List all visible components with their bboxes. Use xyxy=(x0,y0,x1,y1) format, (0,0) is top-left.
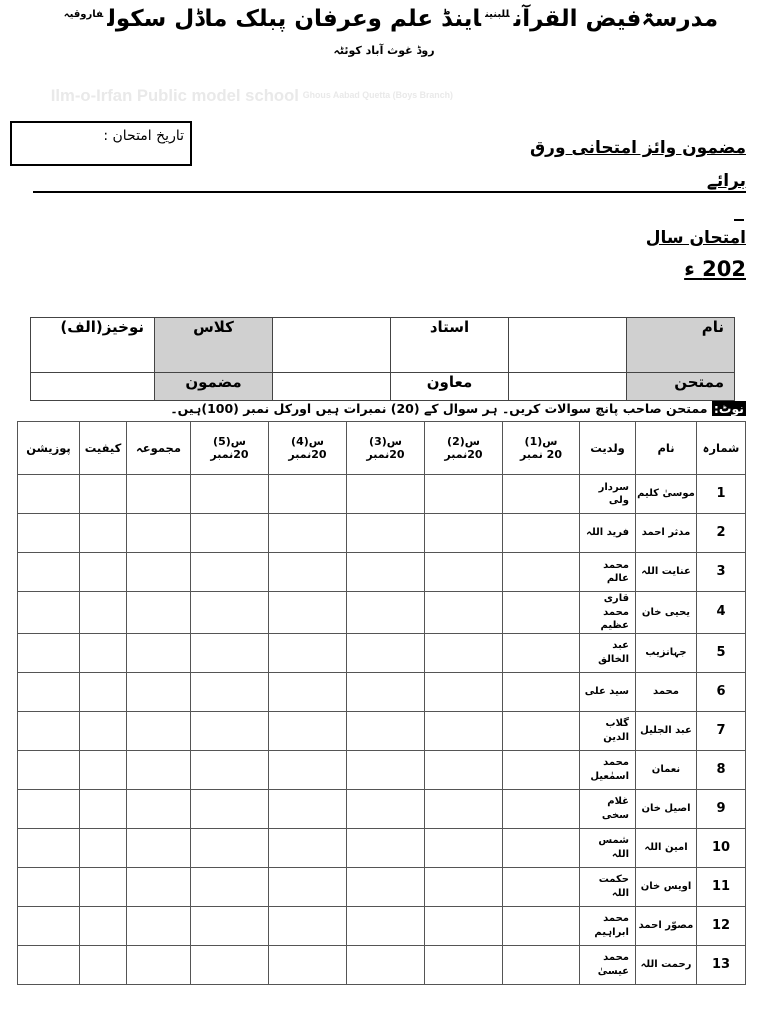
header-q5-marks: 20نمبر xyxy=(210,448,249,461)
header-q4-label: س(4) xyxy=(291,435,324,448)
parentage-cell: محمد ابراہیم xyxy=(580,906,636,945)
student-name-cell: جہانزیب xyxy=(636,633,697,672)
serial-cell: 3 xyxy=(697,553,746,592)
parentage-cell: عبد الخالق xyxy=(580,633,636,672)
q3-mark-cell xyxy=(347,475,425,514)
note-line xyxy=(170,401,746,416)
position-cell xyxy=(18,789,80,828)
serial-cell: 9 xyxy=(697,789,746,828)
total-cell xyxy=(127,553,191,592)
parentage-cell: سردار ولی xyxy=(580,475,636,514)
position-cell xyxy=(18,711,80,750)
assistant-label: معاون xyxy=(391,373,509,401)
q5-mark-cell xyxy=(191,828,269,867)
note-tag: نوٹ: xyxy=(713,401,744,416)
header-q1-label: س(1) xyxy=(524,435,558,448)
total-cell xyxy=(127,828,191,867)
parentage-cell: حکمت اللہ xyxy=(580,867,636,906)
q3-mark-cell xyxy=(347,633,425,672)
q2-mark-cell xyxy=(425,553,503,592)
q5-mark-cell xyxy=(191,514,269,553)
student-name-cell: عنایت اللہ xyxy=(636,553,697,592)
assistant-value-cell xyxy=(273,373,391,401)
q1-mark-cell xyxy=(503,633,580,672)
serial-cell: 1 xyxy=(697,475,746,514)
exam-year-label: امتحان سال xyxy=(645,228,746,248)
q5-mark-cell xyxy=(191,553,269,592)
q1-mark-cell xyxy=(503,475,580,514)
header-position: پوزیشن xyxy=(18,422,80,475)
q3-mark-cell xyxy=(347,789,425,828)
total-cell xyxy=(127,711,191,750)
q4-mark-cell xyxy=(269,828,347,867)
q2-mark-cell xyxy=(425,906,503,945)
q4-mark-cell xyxy=(269,633,347,672)
total-cell xyxy=(127,906,191,945)
school-name-part1: مدرسۃفیض القرآن xyxy=(513,6,719,32)
table-row xyxy=(18,672,746,711)
quality-cell xyxy=(80,867,127,906)
total-cell xyxy=(127,945,191,984)
position-cell xyxy=(18,672,80,711)
serial-cell: 13 xyxy=(697,945,746,984)
parentage-cell: شمس اللہ xyxy=(580,828,636,867)
q1-mark-cell xyxy=(503,672,580,711)
serial-cell: 6 xyxy=(697,672,746,711)
position-cell xyxy=(18,828,80,867)
total-cell xyxy=(127,475,191,514)
student-name-cell: محمد xyxy=(636,672,697,711)
q2-mark-cell xyxy=(425,514,503,553)
school-name-part2: اینڈ علم وعرفان پبلک ماڈل سکول xyxy=(107,6,482,32)
q5-mark-cell xyxy=(191,906,269,945)
q3-mark-cell xyxy=(347,945,425,984)
school-name-small-1: للبنین xyxy=(485,9,510,20)
q3-mark-cell xyxy=(347,828,425,867)
watermark xyxy=(51,86,717,108)
header-q2-label: س(2) xyxy=(447,435,480,448)
q5-mark-cell xyxy=(191,592,269,634)
student-name-cell: رحمت اللہ xyxy=(636,945,697,984)
position-cell xyxy=(18,750,80,789)
table-header-row xyxy=(18,422,746,475)
q4-mark-cell xyxy=(269,475,347,514)
q5-mark-cell xyxy=(191,945,269,984)
student-name-cell: نعمان xyxy=(636,750,697,789)
position-cell xyxy=(18,633,80,672)
exam-date-label: تاریخ امتحان : xyxy=(103,128,184,144)
q5-mark-cell xyxy=(191,789,269,828)
table-row xyxy=(18,750,746,789)
q3-mark-cell xyxy=(347,592,425,634)
q2-mark-cell xyxy=(425,672,503,711)
quality-cell xyxy=(80,633,127,672)
parentage-cell: محمد اسمٰعیل xyxy=(580,750,636,789)
student-name-cell: اصیل خان xyxy=(636,789,697,828)
total-cell xyxy=(127,514,191,553)
parentage-cell: گلاب الدین xyxy=(580,711,636,750)
q1-mark-cell xyxy=(503,828,580,867)
heading-divider xyxy=(33,191,746,193)
q4-mark-cell xyxy=(269,750,347,789)
watermark-text: Ilm-o-Irfan Public model school xyxy=(50,86,299,105)
q3-mark-cell xyxy=(347,672,425,711)
parentage-cell: غلام سخی xyxy=(580,789,636,828)
table-row xyxy=(18,514,746,553)
examiner-value-cell xyxy=(509,373,627,401)
serial-cell: 10 xyxy=(697,828,746,867)
table-row xyxy=(18,906,746,945)
q2-mark-cell xyxy=(425,711,503,750)
header-parentage: ولدیت xyxy=(580,422,636,475)
position-cell xyxy=(18,592,80,634)
table-row xyxy=(18,867,746,906)
table-row xyxy=(18,475,746,514)
quality-cell xyxy=(80,672,127,711)
header-q3-label: س(3) xyxy=(369,435,402,448)
school-title xyxy=(30,6,748,32)
parentage-cell: قاری محمد عظیم xyxy=(580,592,636,634)
q2-mark-cell xyxy=(425,828,503,867)
header-q2 xyxy=(425,422,503,475)
student-name-cell: موسیٰ کلیم xyxy=(636,475,697,514)
q5-mark-cell xyxy=(191,633,269,672)
q1-mark-cell xyxy=(503,750,580,789)
info-table xyxy=(30,317,735,401)
serial-cell: 11 xyxy=(697,867,746,906)
header-q3 xyxy=(347,422,425,475)
name-label: نام xyxy=(627,318,735,373)
serial-cell: 2 xyxy=(697,514,746,553)
total-cell xyxy=(127,592,191,634)
q2-mark-cell xyxy=(425,633,503,672)
small-dash xyxy=(734,219,744,221)
exam-year-value: 202 ء xyxy=(684,257,746,281)
quality-cell xyxy=(80,945,127,984)
subject-heading: مضمون وائز امتحانی ورق xyxy=(529,138,746,158)
serial-cell: 4 xyxy=(697,592,746,634)
subject-value-cell xyxy=(31,373,155,401)
q4-mark-cell xyxy=(269,672,347,711)
quality-cell xyxy=(80,553,127,592)
serial-cell: 5 xyxy=(697,633,746,672)
examiner-label: ممتحن xyxy=(627,373,735,401)
q5-mark-cell xyxy=(191,867,269,906)
q1-mark-cell xyxy=(503,592,580,634)
quality-cell xyxy=(80,475,127,514)
q1-mark-cell xyxy=(503,711,580,750)
q3-mark-cell xyxy=(347,906,425,945)
q3-mark-cell xyxy=(347,867,425,906)
table-row xyxy=(18,828,746,867)
school-name-small-2: فاروقیہ xyxy=(63,9,104,20)
q5-mark-cell xyxy=(191,672,269,711)
student-name-cell: اویس خان xyxy=(636,867,697,906)
serial-cell: 7 xyxy=(697,711,746,750)
q2-mark-cell xyxy=(425,592,503,634)
q4-mark-cell xyxy=(269,945,347,984)
quality-cell xyxy=(80,828,127,867)
header-quality: کیفیت xyxy=(80,422,127,475)
subject-label: مضمون xyxy=(155,373,273,401)
q3-mark-cell xyxy=(347,514,425,553)
q3-mark-cell xyxy=(347,553,425,592)
position-cell xyxy=(18,906,80,945)
quality-cell xyxy=(80,789,127,828)
class-label: کلاس xyxy=(155,318,273,373)
q2-mark-cell xyxy=(425,867,503,906)
quality-cell xyxy=(80,750,127,789)
parentage-cell: فرید اللہ xyxy=(580,514,636,553)
total-cell xyxy=(127,672,191,711)
q1-mark-cell xyxy=(503,514,580,553)
q5-mark-cell xyxy=(191,475,269,514)
student-name-cell: عبد الجلیل xyxy=(636,711,697,750)
q2-mark-cell xyxy=(425,789,503,828)
table-row xyxy=(18,553,746,592)
parentage-cell: سید علی xyxy=(580,672,636,711)
info-row-bottom xyxy=(31,373,735,401)
serial-cell: 12 xyxy=(697,906,746,945)
q4-mark-cell xyxy=(269,711,347,750)
position-cell xyxy=(18,867,80,906)
quality-cell xyxy=(80,592,127,634)
quality-cell xyxy=(80,711,127,750)
student-name-cell: امین اللہ xyxy=(636,828,697,867)
watermark-small-text: Ghous Aabad Quetta (Boys Branch) xyxy=(302,90,453,100)
total-cell xyxy=(127,750,191,789)
quality-cell xyxy=(80,514,127,553)
q5-mark-cell xyxy=(191,750,269,789)
note-text: ممتحن صاحب پانچ سوالات کریں۔ ہر سوال کے (20) نمبرات ہیں اورکل نمبر (100)ہیں۔ xyxy=(170,401,708,416)
q4-mark-cell xyxy=(269,867,347,906)
q4-mark-cell xyxy=(269,514,347,553)
position-cell xyxy=(18,475,80,514)
q1-mark-cell xyxy=(503,553,580,592)
table-row xyxy=(18,945,746,984)
q5-mark-cell xyxy=(191,711,269,750)
header-q2-marks: 20نمبر xyxy=(444,448,483,461)
q2-mark-cell xyxy=(425,945,503,984)
position-cell xyxy=(18,945,80,984)
info-row-top xyxy=(31,318,735,373)
total-cell xyxy=(127,633,191,672)
class-value: نوخیز(الف) xyxy=(31,318,155,373)
parentage-cell: محمد عالم xyxy=(580,553,636,592)
table-row xyxy=(18,789,746,828)
q4-mark-cell xyxy=(269,553,347,592)
total-cell xyxy=(127,789,191,828)
header-q1 xyxy=(503,422,580,475)
q4-mark-cell xyxy=(269,789,347,828)
header-q5-label: س(5) xyxy=(213,435,246,448)
position-cell xyxy=(18,553,80,592)
parentage-cell: محمد عیسیٰ xyxy=(580,945,636,984)
header-q4-marks: 20نمبر xyxy=(288,448,327,461)
q1-mark-cell xyxy=(503,945,580,984)
teacher-value-cell xyxy=(273,318,391,373)
student-name-cell: مدثر احمد xyxy=(636,514,697,553)
position-cell xyxy=(18,514,80,553)
student-rows xyxy=(18,475,746,985)
table-row xyxy=(18,711,746,750)
q1-mark-cell xyxy=(503,906,580,945)
school-address: روڈ غوث آباد کوئٹہ xyxy=(333,44,435,57)
header-q3-marks: 20نمبر xyxy=(366,448,405,461)
total-cell xyxy=(127,867,191,906)
for-label: برائے xyxy=(706,171,746,191)
header-q4 xyxy=(269,422,347,475)
q2-mark-cell xyxy=(425,750,503,789)
q3-mark-cell xyxy=(347,711,425,750)
table-row xyxy=(18,592,746,634)
name-value-cell xyxy=(509,318,627,373)
q4-mark-cell xyxy=(269,592,347,634)
header-name: نام xyxy=(636,422,697,475)
serial-cell: 8 xyxy=(697,750,746,789)
student-marks-table xyxy=(17,421,746,985)
header-q1-marks: 20 نمبر xyxy=(520,448,562,461)
table-row xyxy=(18,633,746,672)
q3-mark-cell xyxy=(347,750,425,789)
header-serial: شمارہ xyxy=(697,422,746,475)
header-total: مجموعہ xyxy=(127,422,191,475)
q4-mark-cell xyxy=(269,906,347,945)
q2-mark-cell xyxy=(425,475,503,514)
quality-cell xyxy=(80,906,127,945)
q1-mark-cell xyxy=(503,867,580,906)
header-q5 xyxy=(191,422,269,475)
student-name-cell: مصوّر احمد xyxy=(636,906,697,945)
student-name-cell: یحیی خان xyxy=(636,592,697,634)
teacher-label: استاد xyxy=(391,318,509,373)
q1-mark-cell xyxy=(503,789,580,828)
